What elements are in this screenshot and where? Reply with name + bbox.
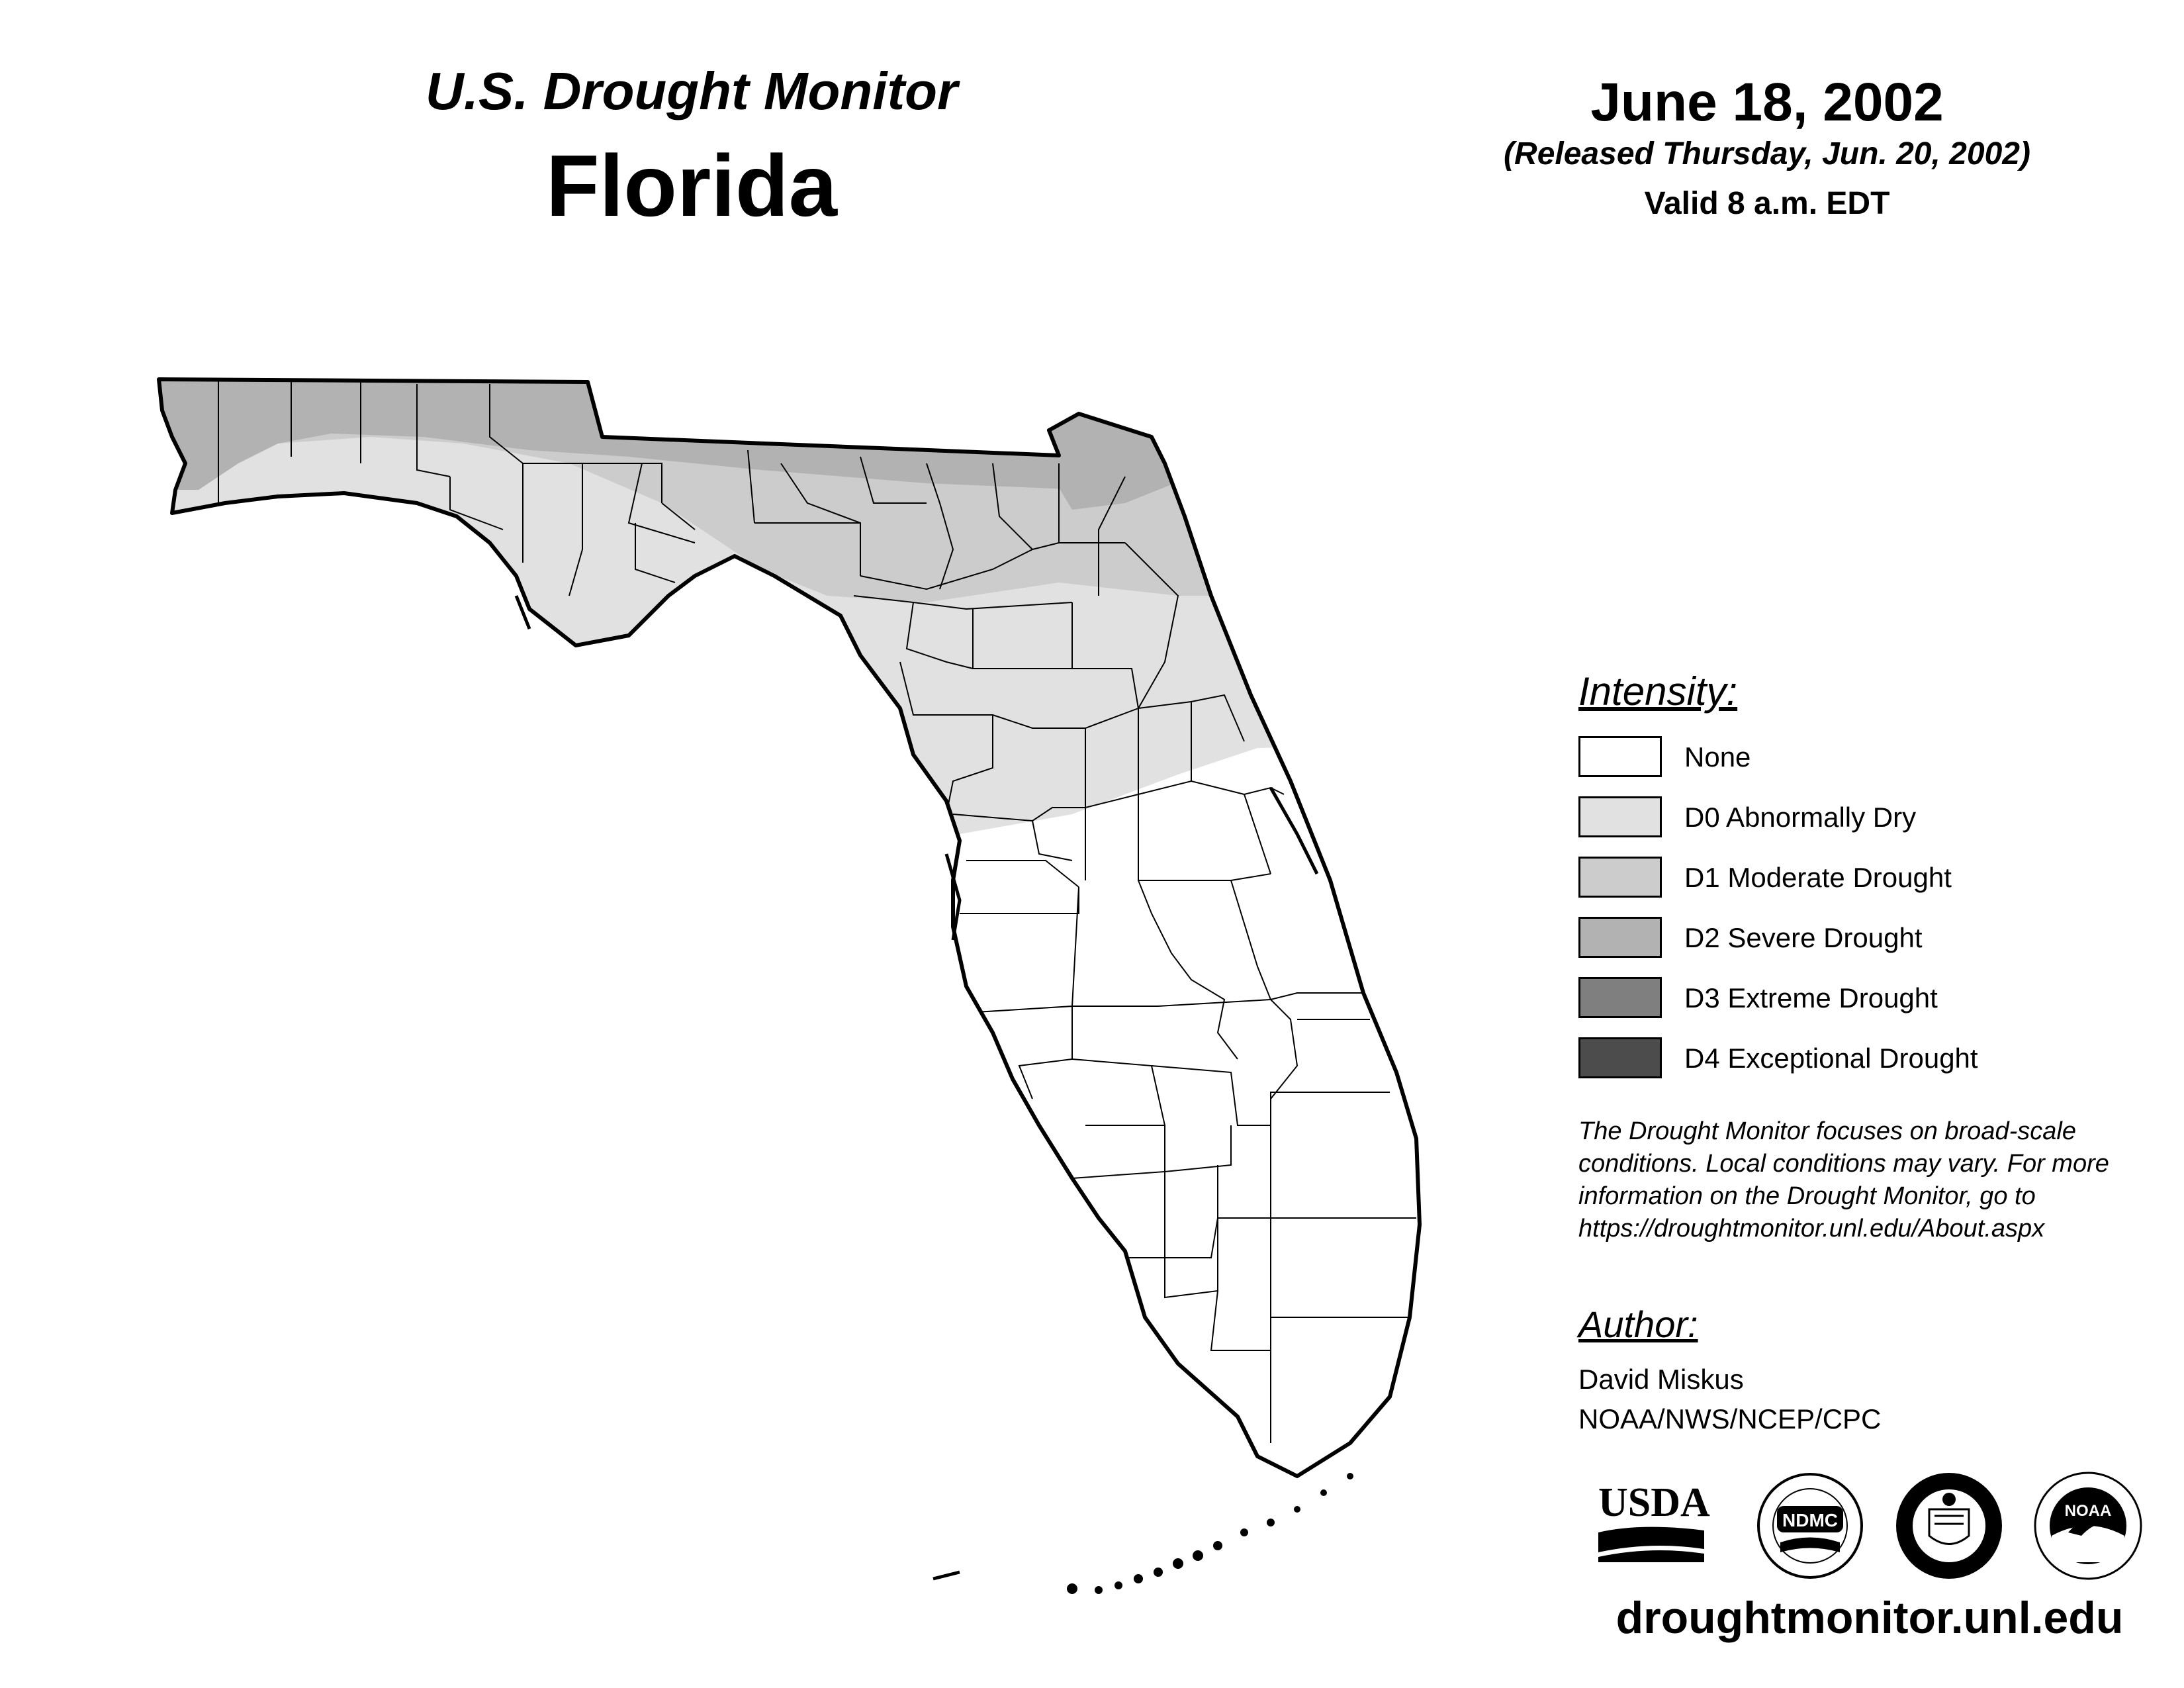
legend-label: D0 Abnormally Dry [1684, 802, 1917, 833]
legend-item-d0 [1578, 796, 2108, 840]
author-org: NOAA/NWS/NCEP/CPC [1578, 1403, 1882, 1434]
legend-swatch-d2 [1578, 917, 1662, 958]
commerce-seal [1896, 1473, 2002, 1579]
legend-swatch-d4 [1578, 1037, 1662, 1078]
legend-title: Intensity: [1578, 669, 1738, 714]
florida-keys [933, 1473, 1353, 1594]
legend-label: D2 Severe Drought [1684, 922, 1923, 953]
noaa-logo [2035, 1473, 2141, 1579]
legend-swatch-none [1578, 736, 1662, 777]
legend-swatch-d3 [1578, 977, 1662, 1018]
legend-item-d2 [1578, 917, 2108, 961]
legend-label: D3 Extreme Drought [1684, 982, 1938, 1013]
disclaimer-text [1578, 1115, 2174, 1245]
map-subtitle: U.S. Drought Monitor [425, 62, 958, 120]
legend-item-d4 [1578, 1037, 2108, 1081]
author-heading: Author: [1578, 1303, 1698, 1345]
map-date: June 18, 2002 [1590, 72, 1944, 132]
legend-swatch-d0 [1578, 796, 1662, 837]
legend-label: D4 Exceptional Drought [1684, 1043, 1978, 1074]
ndmc-logo [1758, 1474, 1862, 1577]
disclaimer-link[interactable]: https://droughtmonitor.unl.edu/About.aspx [1578, 1215, 2045, 1243]
author-name: David Miskus [1578, 1364, 1744, 1395]
d1-area [0, 0, 2184, 602]
ndmc-logo-text: NDMC [1782, 1510, 1838, 1530]
partner-logos [1578, 1470, 2161, 1589]
usda-logo-text: USDA [1598, 1480, 1710, 1525]
legend-label: None [1684, 741, 1751, 773]
legend-item-none [1578, 736, 2108, 780]
legend-item-d3 [1578, 977, 2108, 1021]
legend-swatch-d1 [1578, 857, 1662, 898]
legend-item-d1 [1578, 857, 2108, 900]
legend-label: D1 Moderate Drought [1684, 862, 1952, 893]
disclaimer-line: information on the Drought Monitor, go to [1578, 1182, 2036, 1210]
website-link[interactable]: droughtmonitor.unl.edu [1615, 1593, 2124, 1643]
disclaimer-line: The Drought Monitor focuses on broad-scale [1578, 1117, 2076, 1145]
usda-logo [1598, 1480, 1710, 1562]
disclaimer-line: conditions. Local conditions may vary. For more [1578, 1150, 2109, 1178]
valid-time: Valid 8 a.m. EDT [1644, 186, 1890, 221]
noaa-logo-text: NOAA [2064, 1502, 2112, 1520]
map-title: Florida [545, 137, 838, 234]
release-date: (Released Thursday, Jun. 20, 2002) [1504, 136, 2030, 171]
